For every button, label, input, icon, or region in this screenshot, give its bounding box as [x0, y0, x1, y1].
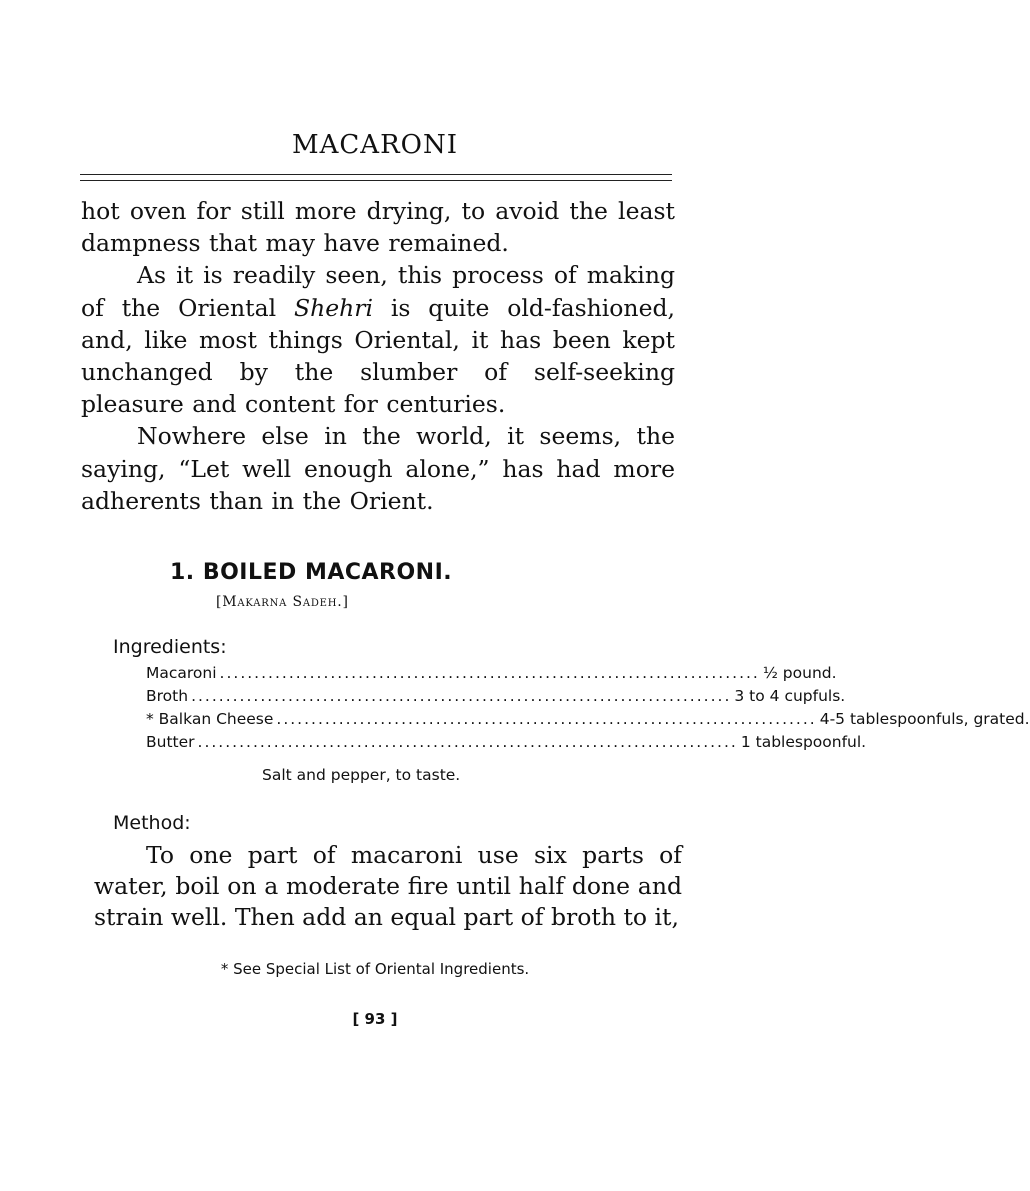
- ingredient-row: [146, 687, 846, 710]
- leader-dots: ..............................................................................: [191, 687, 732, 705]
- ingredient-qty: 3 to 4 cupfuls.: [734, 687, 846, 705]
- intro-paragraph-3: Nowhere else in the world, it seems, the saying, “Let well enough alone,” has had more adherents than in the Orient.: [81, 422, 675, 515]
- seasoning-note: Salt and pepper, to taste.: [262, 766, 461, 784]
- header-rule-bottom: [80, 180, 672, 181]
- ingredients-list: [146, 664, 1030, 756]
- ingredient-name: Broth: [146, 687, 189, 705]
- shehri-term: Shehri: [293, 293, 373, 322]
- ingredients-label: Ingredients:: [113, 636, 227, 658]
- ingredient-qty: ½ pound.: [762, 664, 837, 682]
- recipe-title: 1. BOILED MACARONI.: [170, 560, 453, 585]
- footnote: * See Special List of Oriental Ingredients.: [220, 960, 530, 978]
- ingredient-name: Macaroni: [146, 664, 217, 682]
- method-label: Method:: [113, 812, 191, 834]
- header-rule-top: [80, 174, 672, 175]
- leader-dots: ..............................................................................: [219, 664, 760, 682]
- method-text: [94, 840, 682, 933]
- method-paragraph: To one part of macaroni use six parts of water, boil on a moderate fire until half done and strain well. Then add an equal part of broth to it,: [94, 841, 682, 931]
- intro-text: [81, 195, 675, 517]
- running-head: MACARONI: [292, 130, 458, 160]
- ingredient-qty: 4-5 tablespoonfuls, grated.: [819, 710, 1030, 728]
- leader-dots: ..............................................................................: [276, 710, 817, 728]
- intro-paragraph-1: hot oven for still more drying, to avoid the least dampness that may have remained.: [81, 197, 675, 258]
- ingredient-name: * Balkan Cheese: [146, 710, 274, 728]
- ingredient-name: Butter: [146, 733, 195, 751]
- leader-dots: ..............................................................................: [197, 733, 738, 751]
- intro-paragraph-2: [81, 259, 675, 420]
- ingredient-row: [146, 710, 1030, 733]
- ingredient-qty: 1 tablespoonful.: [740, 733, 867, 751]
- intro-p2-end: is quite old-fashioned, and, like most things Oriental, it has been kept unchanged by the slumber of self-seeking pleasure and content for centuries.: [81, 293, 675, 419]
- ingredient-row: [146, 664, 837, 687]
- page-number: [ 93 ]: [352, 1010, 398, 1028]
- ingredient-row: [146, 733, 867, 756]
- intro-p2-start: As it is readily seen, this process of making of the Oriental: [81, 261, 675, 322]
- recipe-subtitle: [Makarna Sadeh.]: [216, 594, 349, 610]
